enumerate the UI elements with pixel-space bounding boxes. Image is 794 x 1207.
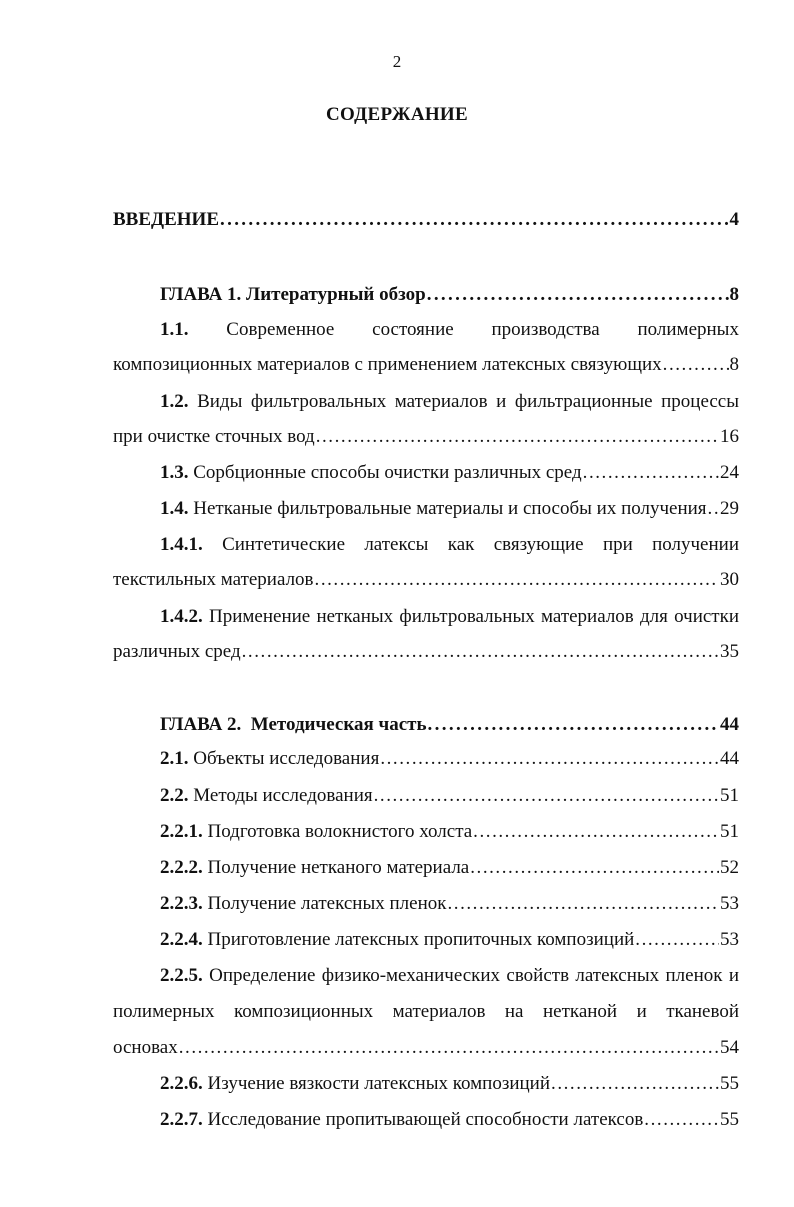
toc-entry-page: 53 — [720, 893, 739, 914]
section-number: 1.4.1. — [160, 534, 203, 555]
section-number: 2.2.2. — [160, 857, 203, 878]
toc-entry-page: 51 — [720, 785, 739, 806]
toc-word: полимерных — [113, 1001, 215, 1022]
toc-entry-label: композиционных материалов с применением латексных связующих — [113, 354, 662, 375]
toc-entry-label: различных сред — [113, 641, 241, 662]
dot-leader — [551, 1072, 719, 1096]
toc-entry-page: 8 — [729, 284, 739, 305]
page-number: 2 — [392, 52, 402, 71]
toc-entry-label: ГЛАВА 1. Литературный обзор — [160, 284, 426, 305]
dot-leader — [315, 568, 719, 592]
toc-entry-2-2-1[interactable] — [160, 820, 739, 844]
toc-entry-2-2-5-line2[interactable] — [113, 1000, 739, 1024]
toc-entry-page: 52 — [720, 857, 739, 878]
toc-entry-label: Приготовление латексных пропиточных композиций — [207, 929, 635, 950]
toc-entry-label: Определение физико-механических свойств латексных пленок и — [209, 965, 740, 986]
toc-entry-label: Подготовка волокнистого холста — [207, 821, 473, 842]
dot-leader — [635, 928, 719, 952]
dot-leader — [374, 784, 719, 808]
toc-entry-label: Получение латексных пленок — [207, 893, 447, 914]
toc-entry-label: ГЛАВА 2. Методическая часть — [160, 714, 427, 735]
toc-word: полимерных — [637, 319, 739, 340]
section-number: 2.2.3. — [160, 893, 203, 914]
toc-entry-page: 53 — [720, 929, 739, 950]
toc-entry-2-2[interactable] — [160, 784, 739, 808]
toc-word: как — [447, 534, 475, 555]
dot-leader — [708, 497, 719, 521]
dot-leader — [447, 892, 719, 916]
section-number: 1.2. — [160, 391, 189, 412]
toc-entry-page: 44 — [720, 714, 739, 735]
toc-entry-1-4-2-line2[interactable] — [113, 640, 739, 664]
toc-entry-page: 54 — [720, 1037, 739, 1058]
toc-word: латексы — [364, 534, 429, 555]
toc-entry-label: при очистке сточных вод — [113, 426, 315, 447]
toc-word: производства — [491, 319, 600, 340]
toc-word: при — [602, 534, 633, 555]
toc-entry-2-2-3[interactable] — [160, 892, 739, 916]
toc-entry-page: 55 — [720, 1073, 739, 1094]
toc-word: Современное — [226, 319, 335, 340]
section-number: 2.2.5. — [160, 965, 203, 986]
section-number: 1.4. — [160, 498, 189, 519]
toc-entry-label: Применение нетканых фильтровальных материалов для очистки — [209, 606, 739, 627]
toc-entry-chapter-2[interactable] — [160, 713, 739, 737]
toc-entry-label: текстильных материалов — [113, 569, 314, 590]
toc-word: и — [636, 1001, 647, 1022]
toc-entry-1-2-line2[interactable] — [113, 425, 739, 449]
toc-entry-1-1-line2[interactable] — [113, 353, 739, 377]
toc-entry-label: Виды фильтровальных материалов и фильтрационные процессы — [197, 391, 740, 412]
toc-entry-1-3[interactable] — [160, 461, 739, 485]
toc-entry-2-2-4[interactable] — [160, 928, 739, 952]
section-number: 2.2.7. — [160, 1109, 203, 1130]
toc-word: связующие — [493, 534, 584, 555]
toc-entry-page: 30 — [720, 569, 739, 590]
toc-entry-page: 44 — [720, 748, 739, 769]
toc-entry-1-2-line1[interactable] — [160, 390, 739, 414]
section-number: 2.2.6. — [160, 1073, 203, 1094]
toc-entry-1-4-1-line2[interactable] — [113, 568, 739, 592]
toc-entry-2-2-5-line3[interactable] — [113, 1036, 739, 1060]
toc-word: нетканой — [542, 1001, 618, 1022]
dot-leader — [470, 856, 719, 880]
dot-leader — [220, 208, 729, 232]
dot-leader — [242, 640, 719, 664]
section-number: 2.2.1. — [160, 821, 203, 842]
toc-entry-label: Изучение вязкости латексных композиций — [207, 1073, 551, 1094]
dot-leader — [583, 461, 719, 485]
toc-word: Синтетические — [222, 534, 346, 555]
dot-leader — [179, 1036, 719, 1060]
dot-leader — [473, 820, 719, 844]
toc-entry-label: Методы исследования — [193, 785, 373, 806]
section-number: 2.2. — [160, 785, 189, 806]
toc-word: материалов — [392, 1001, 486, 1022]
toc-entry-1-4-2-line1[interactable] — [160, 605, 739, 629]
toc-entry-label: Сорбционные способы очистки различных сред — [193, 462, 582, 483]
toc-entry-label: Исследование пропитывающей способности латексов — [207, 1109, 644, 1130]
toc-entry-page: 24 — [720, 462, 739, 483]
dot-leader — [316, 425, 719, 449]
toc-entry-page: 16 — [720, 426, 739, 447]
toc-entry-label: Нетканые фильтровальные материалы и способы их получения — [193, 498, 707, 519]
toc-entry-page: 51 — [720, 821, 739, 842]
toc-entry-2-2-6[interactable] — [160, 1072, 739, 1096]
section-number: 1.1. — [160, 319, 189, 340]
toc-entry-label: Получение нетканого материала — [207, 857, 470, 878]
toc-entry-1-4[interactable] — [160, 497, 739, 521]
toc-entry-intro[interactable] — [113, 208, 739, 232]
toc-entry-label: ВВЕДЕНИЕ — [113, 209, 219, 230]
toc-entry-page: 4 — [729, 209, 739, 230]
toc-entry-chapter-1[interactable] — [160, 283, 739, 307]
page-title: СОДЕРЖАНИЕ — [326, 104, 468, 125]
dot-leader — [380, 747, 719, 771]
toc-entry-label: основах — [113, 1037, 178, 1058]
section-number: 2.2.4. — [160, 929, 203, 950]
toc-word: на — [504, 1001, 524, 1022]
toc-entry-2-1[interactable] — [160, 747, 739, 771]
section-number: 1.4.2. — [160, 606, 203, 627]
toc-entry-page: 29 — [720, 498, 739, 519]
toc-word: состояние — [372, 319, 454, 340]
dot-leader — [427, 283, 729, 307]
section-number: 2.1. — [160, 748, 189, 769]
dot-leader — [663, 353, 729, 377]
toc-entry-1-1-line1[interactable] — [160, 318, 739, 342]
toc-word: композиционных — [233, 1001, 374, 1022]
toc-entry-2-2-7[interactable] — [160, 1108, 739, 1132]
toc-word: тканевой — [666, 1001, 739, 1022]
toc-entry-2-2-5-line1[interactable] — [160, 964, 739, 988]
toc-entry-1-4-1-line1[interactable] — [160, 533, 739, 557]
toc-entry-label: Объекты исследования — [193, 748, 380, 769]
toc-entry-page: 35 — [720, 641, 739, 662]
dot-leader — [644, 1108, 719, 1132]
toc-word: получении — [652, 534, 739, 555]
toc-entry-2-2-2[interactable] — [160, 856, 739, 880]
section-number: 1.3. — [160, 462, 189, 483]
dot-leader — [428, 713, 719, 737]
toc-entry-page: 55 — [720, 1109, 739, 1130]
toc-entry-page: 8 — [729, 354, 739, 375]
